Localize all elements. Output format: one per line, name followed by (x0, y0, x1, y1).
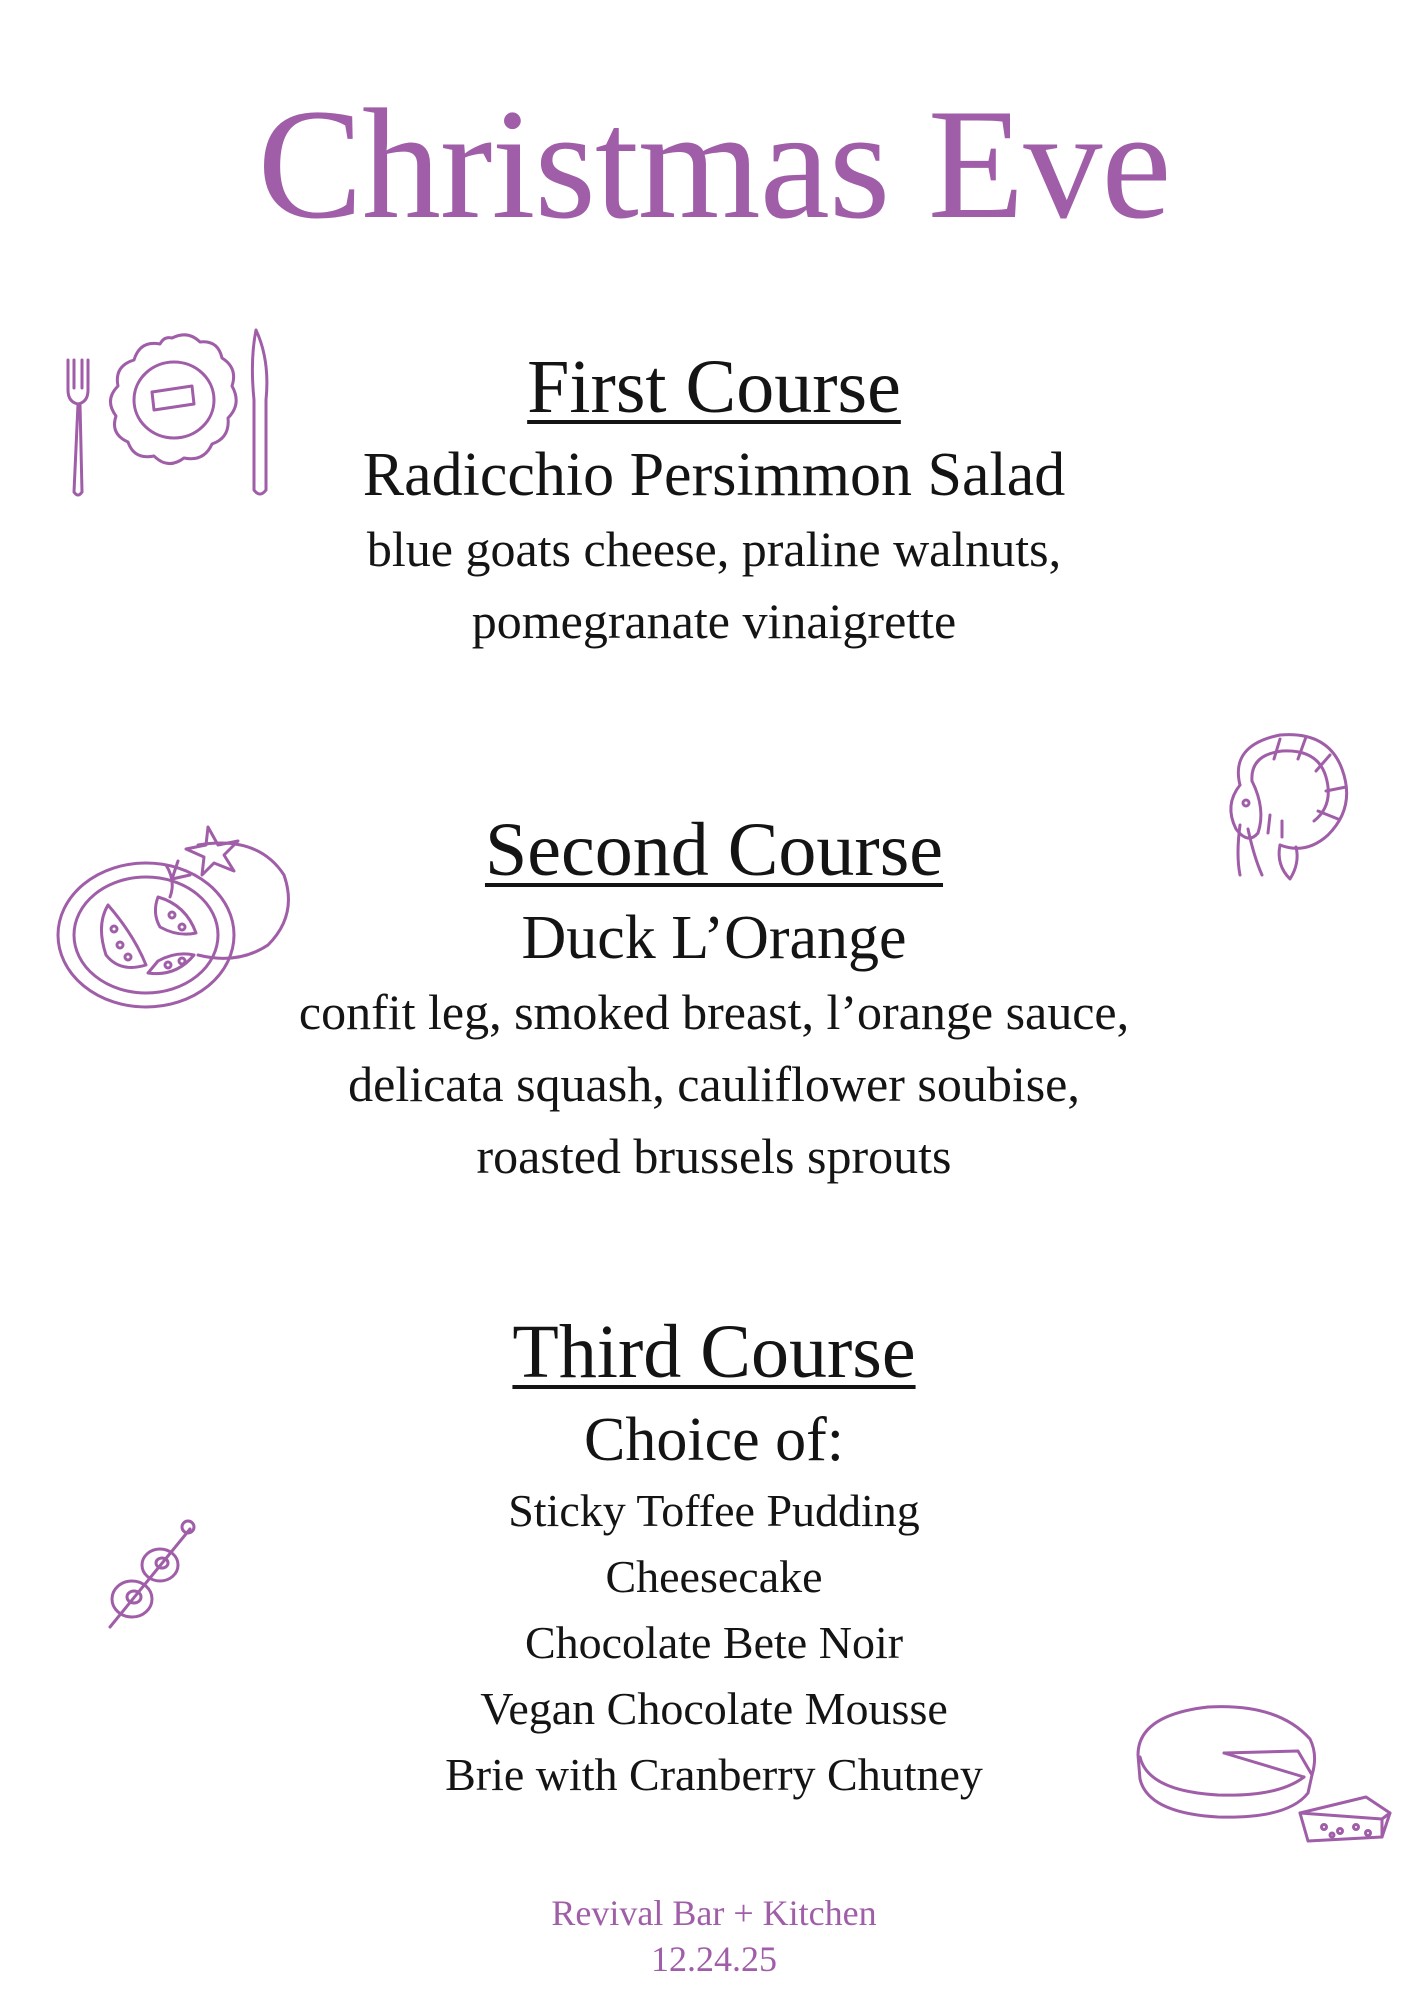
dessert-option: Sticky Toffee Pudding (508, 1485, 920, 1536)
course-heading: Third Course (512, 1310, 916, 1394)
dish-description-line: confit leg, smoked breast, l’orange sauce, (298, 984, 1130, 1040)
dish-description-line: blue goats cheese, praline walnuts, (366, 521, 1062, 577)
restaurant-name: Revival Bar + Kitchen (551, 1893, 877, 1933)
cheese-icon (1128, 1695, 1398, 1845)
menu-date: 12.24.25 (651, 1939, 777, 1979)
dessert-option: Cheesecake (605, 1551, 823, 1602)
dish-description-line: delicata squash, cauliflower soubise, (348, 1056, 1080, 1112)
tomato-icon (48, 805, 298, 1015)
dish-description-line: pomegranate vinaigrette (471, 593, 957, 649)
shrimp-icon (1210, 725, 1360, 885)
choice-heading: Choice of: (584, 1406, 844, 1474)
course-heading: First Course (527, 345, 901, 429)
dessert-option: Vegan Chocolate Mousse (480, 1683, 948, 1734)
dessert-option: Brie with Cranberry Chutney (445, 1749, 983, 1800)
menu-title: Christmas Eve (257, 77, 1171, 252)
dessert-option: Chocolate Bete Noir (524, 1617, 904, 1668)
plate-cutlery-icon (60, 320, 285, 505)
dish-name: Radicchio Persimmon Salad (362, 441, 1066, 509)
olive-skewer-icon (104, 1515, 196, 1635)
footer (0, 1890, 1428, 1982)
dish-name: Duck L’Orange (521, 904, 907, 972)
dish-description-line: roasted brussels sprouts (476, 1128, 952, 1184)
course-heading: Second Course (484, 808, 944, 892)
